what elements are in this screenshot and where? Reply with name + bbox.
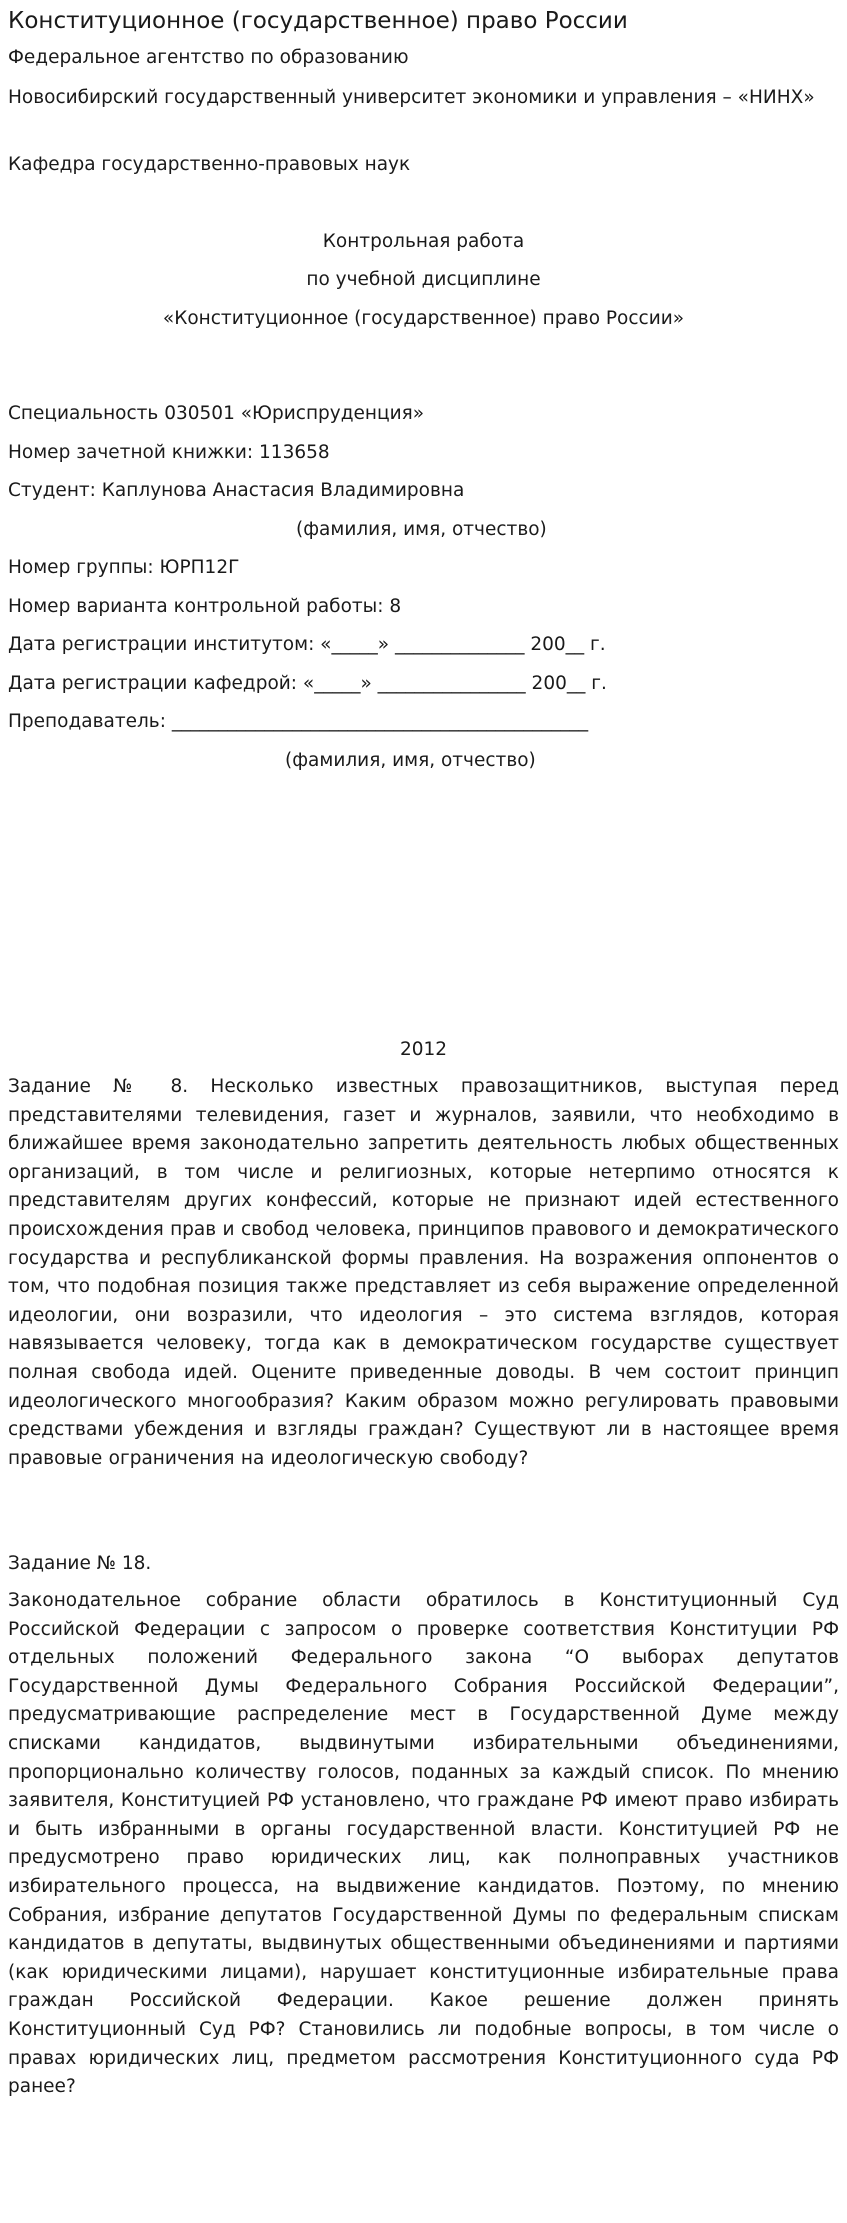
work-type: Контрольная работа <box>322 231 525 252</box>
task-18-paragraph: Законодательное собрание области обратилось в Конституционный Суд Российской Федерации с запросом о проверке соответствия Конституции РФ отдельных положений Федерального закона “О выборах депутатов Государственной Думы Федерального Собрания Российской Федерации”, предусматривающие распределение мест в Государственной Думе между списками кандидатов, выдвинутыми избирательными объединениями, пропорционально количеству голосов, поданных за каждый список. По мнению заявителя, Конституцией РФ установлено, что граждане РФ имеют право избирать и быть избранными в органы государственной власти. Конституцией РФ не предусмотрено право юридических лиц, как полноправных участников избирательного процесса, на выдвижение кандидатов. Поэтому, по мнению Собрания, избрание депутатов Государственной Думы по федеральным спискам кандидатов в депутаты, выдвинутых общественными объединениями и партиями (как юридическими лицами), нарушает конституционные избирательные права граждан Российской Федерации. Какое решение должен принять Конституционный Суд РФ? Становились ли подобные вопросы, в том числе о правах юридических лиц, предметом рассмотрения Конституционного суда РФ ранее? <box>8 1590 839 2098</box>
subject-name: «Конституционное (государственное) право России» <box>162 308 685 329</box>
student-line: Студент: Каплунова Анастасия Владимировна <box>8 480 465 501</box>
record-book-line: Номер зачетной книжки: 113658 <box>8 442 330 463</box>
variant-line: Номер варианта контрольной работы: 8 <box>8 596 402 617</box>
university-line: Новосибирский государственный университет экономики и управления – «НИНХ» <box>8 87 815 108</box>
reg-department-line: Дата регистрации кафедрой: «_____» ________________ 200__ г. <box>8 673 607 694</box>
subject-prefix: по учебной дисциплине <box>306 269 541 290</box>
task-18-heading: Задание № 18. <box>8 1553 152 1574</box>
task-8-paragraph: Задание № 8. Несколько известных правозащитников, выступая перед представителями телевидения, газет и журналов, заявили, что необходимо в ближайшее время законодательно запретить деятельность любых общественных организаций, в том числе и религиозных, которые нетерпимо относятся к представителям других конфессий, которые не признают идей естественного происхождения прав и свобод человека, принципов правового и демократического государства и республиканской формы правления. На возражения оппонентов о том, что подобная позиция также представляет из себя выражение определенной идеологии, они возразили, что идеология – это система взглядов, которая навязывается человеку, тогда как в демократическом государстве существует полная свобода идей. Оцените приведенные доводы. В чем состоит принцип идеологического многообразия? Каким образом можно регулировать правовыми средствами убеждения и взгляды граждан? Существуют ли в настоящее время правовые ограничения на идеологическую свободу? <box>8 1076 839 1469</box>
department-line: Кафедра государственно-правовых наук <box>8 154 411 175</box>
group-line: Номер группы: ЮРП12Г <box>8 557 240 578</box>
reg-institute-line: Дата регистрации институтом: «_____» ______________ 200__ г. <box>8 634 606 655</box>
teacher-line: Преподаватель: _____________________________________________ <box>8 711 589 732</box>
year-line: 2012 <box>399 1039 448 1060</box>
agency-line: Федеральное агентство по образованию <box>8 47 409 68</box>
page-title: Конституционное (государственное) право России <box>8 8 628 34</box>
specialty-line: Специальность 030501 «Юриспруденция» <box>8 403 425 424</box>
teacher-hint: (фамилия, имя, отчество) <box>285 750 536 771</box>
student-hint: (фамилия, имя, отчество) <box>296 519 547 540</box>
